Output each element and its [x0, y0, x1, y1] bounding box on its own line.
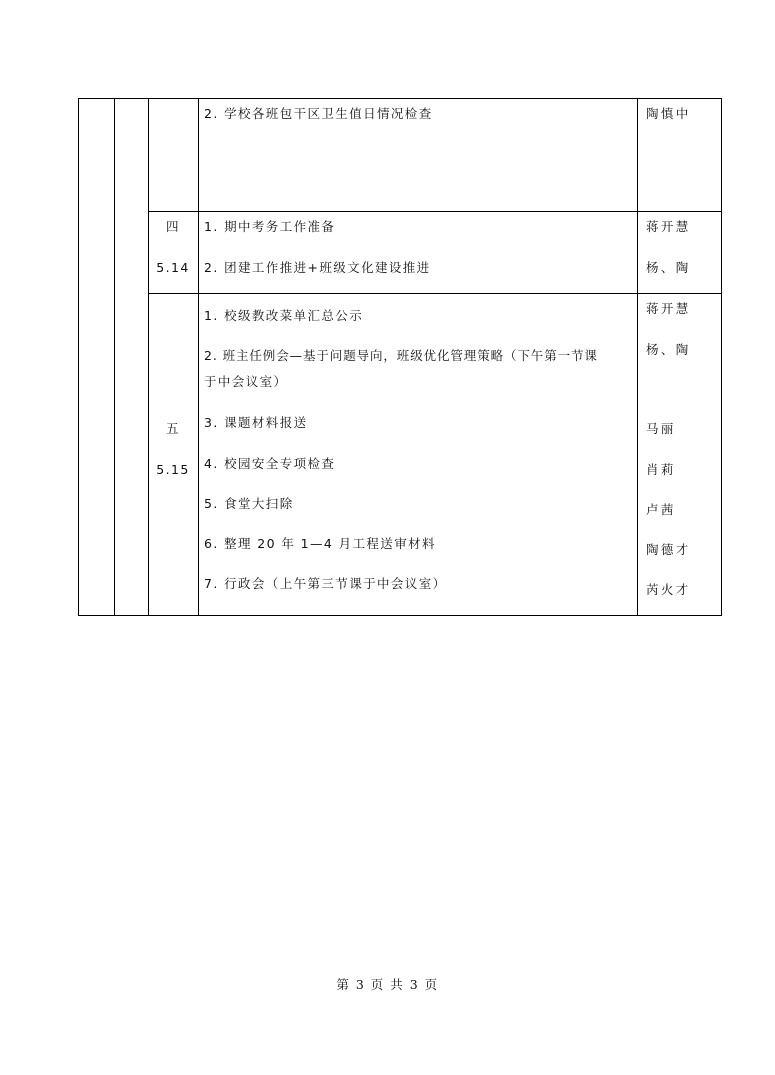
date-label: 5.14: [156, 260, 190, 275]
date-label: 5.15: [156, 462, 190, 477]
task-item: 2. 团建工作推进+班级文化建设推进: [204, 260, 431, 275]
table-row-divider: [148, 293, 722, 294]
task-item: 2. 学校各班包干区卫生值日情况检查: [204, 106, 433, 121]
table-border-bottom: [78, 615, 722, 616]
table-border-left: [78, 98, 79, 616]
table-border-right: [721, 98, 722, 616]
owner-name: 芮火才: [646, 582, 691, 597]
owner-name: 肖莉: [646, 462, 676, 477]
task-item: 6. 整理 20 年 1—4 月工程送审材料: [204, 536, 436, 551]
task-item: 2. 班主任例会—基于问题导向，班级优化管理策略（下午第一节课: [204, 348, 598, 363]
table-column-line: [198, 98, 199, 616]
task-item: 7. 行政会（上午第三节课于中会议室）: [204, 576, 447, 591]
table-column-line: [148, 98, 149, 616]
owner-name: 马丽: [646, 421, 676, 436]
owner-name: 陶慎中: [646, 106, 691, 121]
table-border-top: [78, 98, 722, 99]
owner-name: 陶德才: [646, 542, 691, 557]
task-item: 3. 课题材料报送: [204, 415, 308, 430]
weekday-label: 四: [166, 219, 180, 234]
table-column-line: [637, 98, 638, 616]
owner-name: 杨、陶: [646, 342, 691, 357]
task-item: 1. 校级教改菜单汇总公示: [204, 308, 364, 323]
task-item-continuation: 于中会议室）: [204, 374, 288, 389]
owner-name: 蒋开慧: [646, 301, 691, 316]
table-row-divider: [148, 211, 722, 212]
task-item: 5. 食堂大扫除: [204, 496, 294, 511]
page-footer: 第 3 页 共 3 页: [336, 977, 439, 992]
task-item: 4. 校园安全专项检查: [204, 456, 336, 471]
weekday-label: 五: [166, 421, 180, 436]
owner-name: 卢茜: [646, 502, 676, 517]
table-column-line: [114, 98, 115, 616]
owner-name: 蒋开慧: [646, 219, 691, 234]
owner-name: 杨、陶: [646, 260, 691, 275]
schedule-table: [78, 98, 722, 616]
task-item: 1. 期中考务工作准备: [204, 219, 336, 234]
